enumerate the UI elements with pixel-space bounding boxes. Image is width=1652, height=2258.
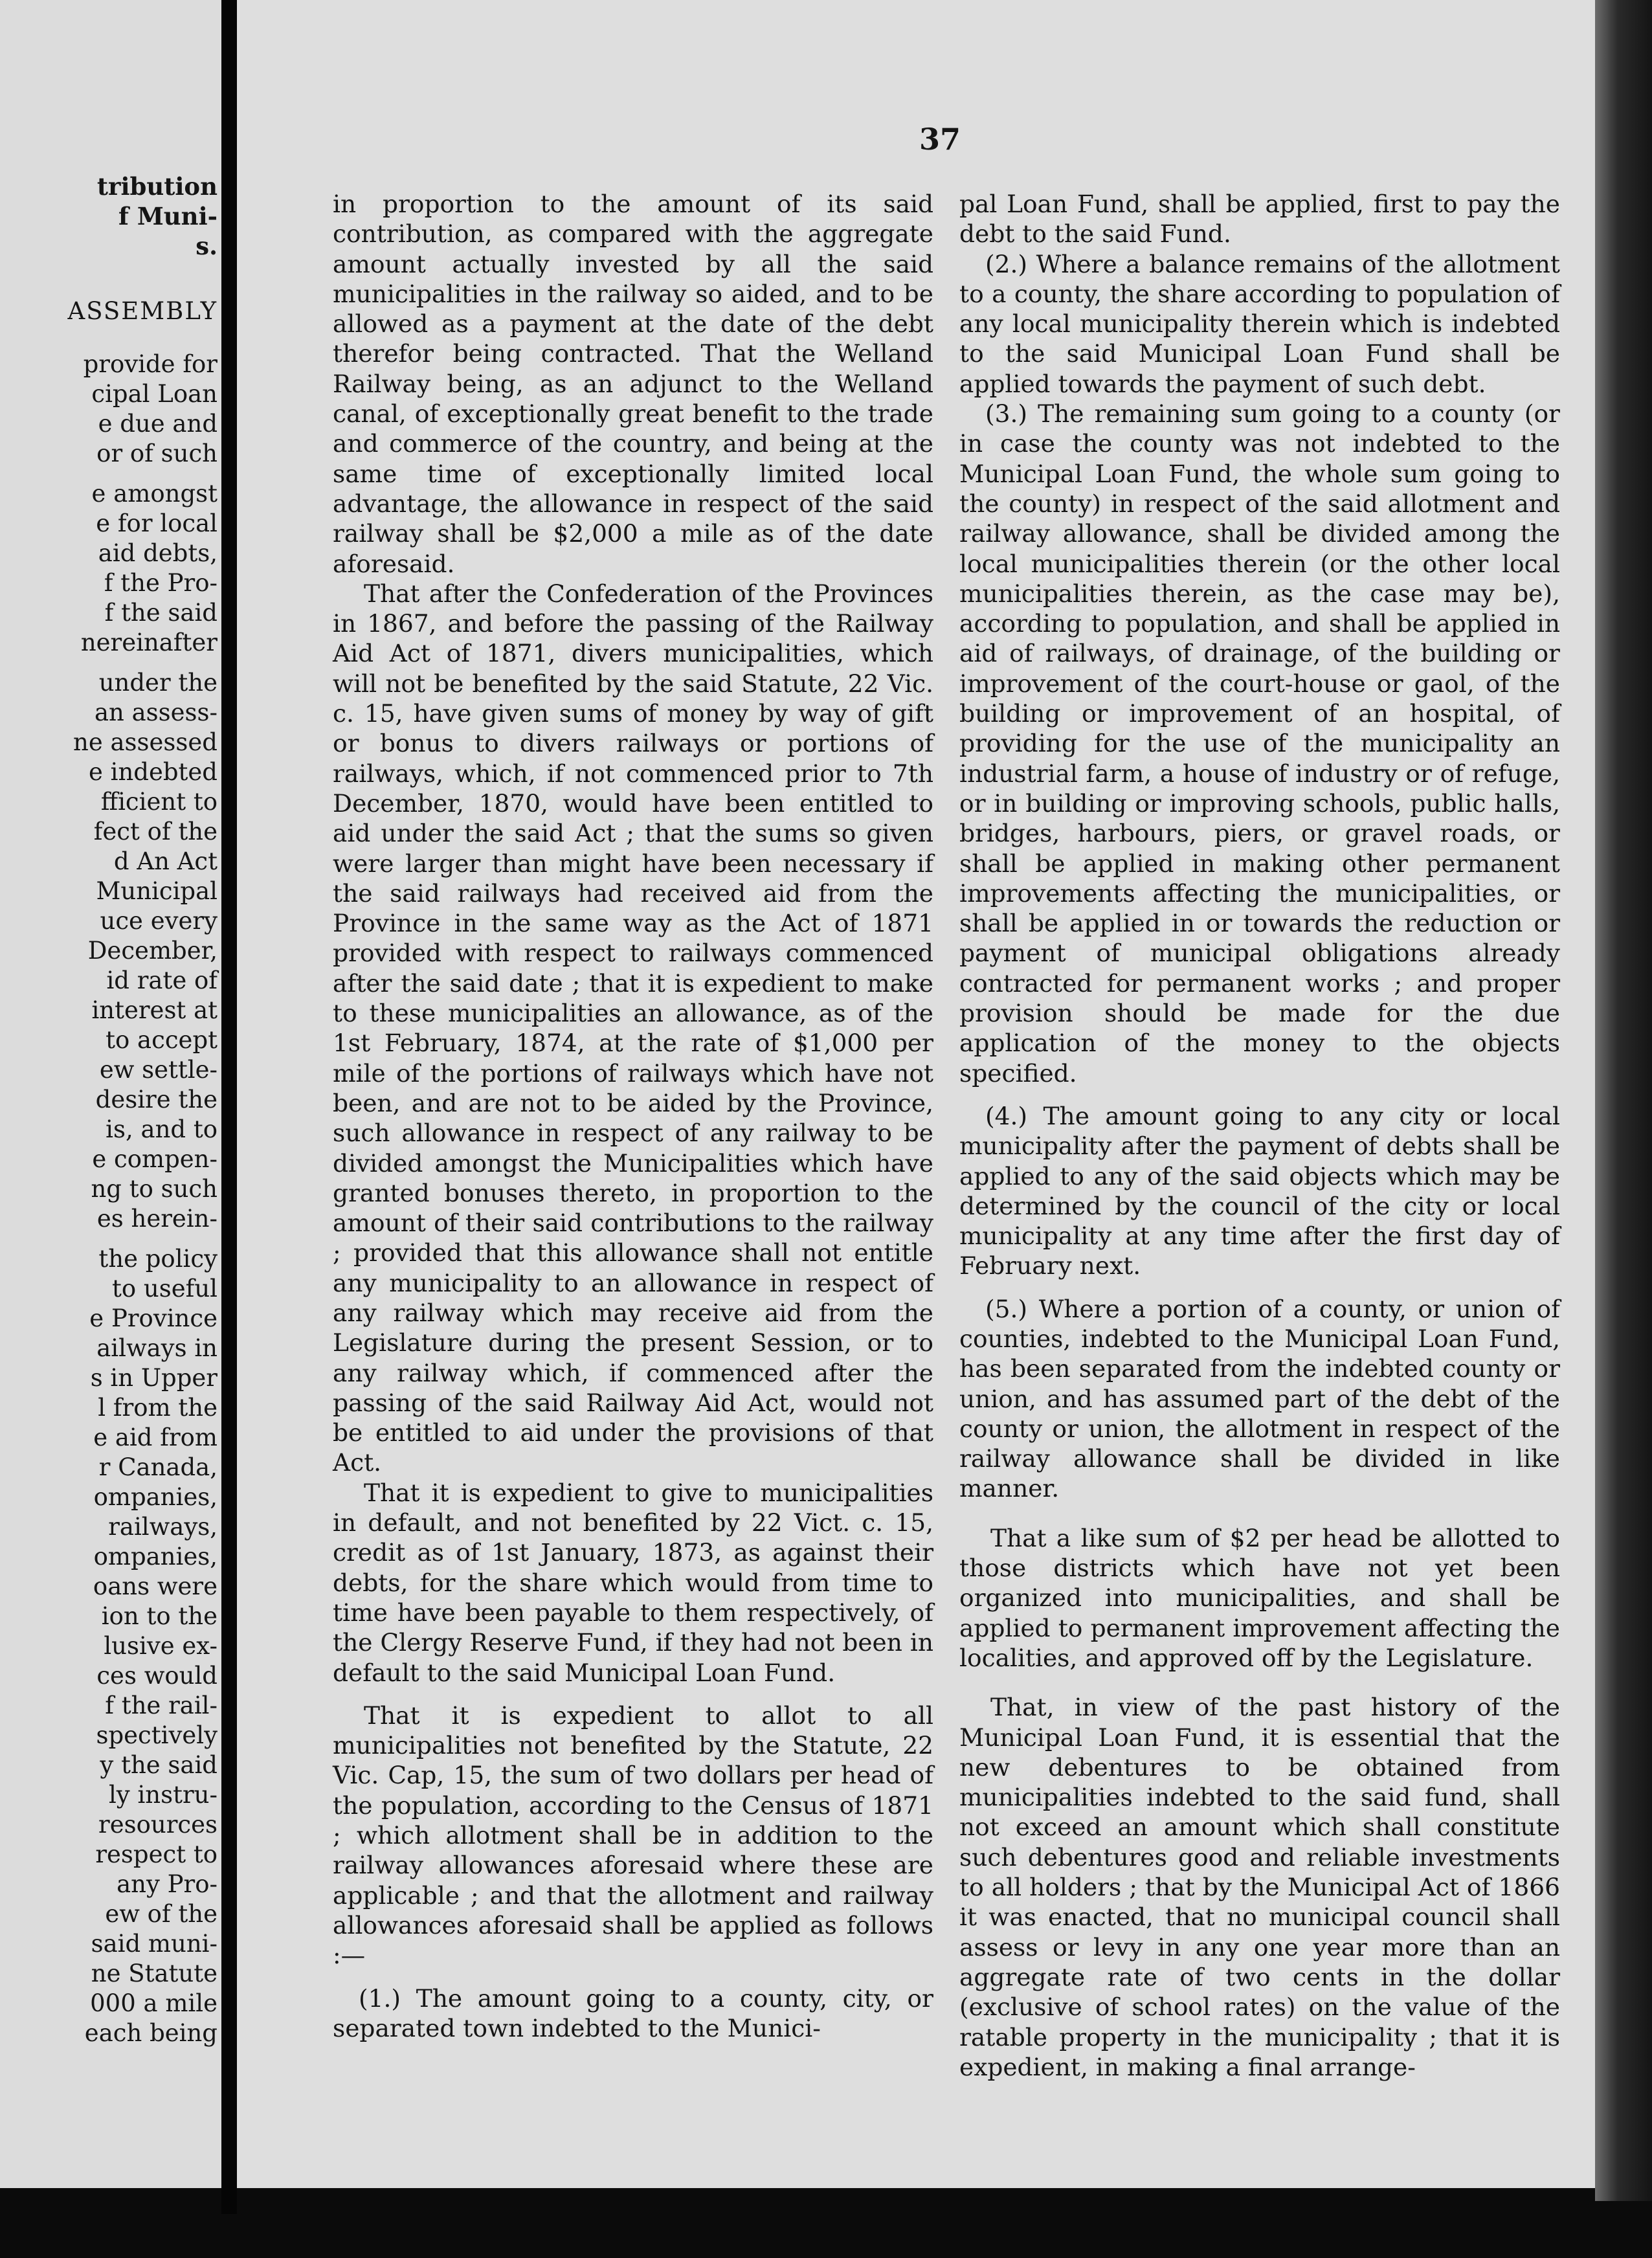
facing-body-line: d An Act (113, 847, 218, 875)
facing-body-line: an assess- (94, 699, 218, 726)
facing-body-line: f the Pro- (104, 569, 218, 597)
facing-body-line: to accept (106, 1026, 218, 1054)
facing-body-line: to useful (112, 1275, 218, 1302)
facing-body-line: fect of the (93, 818, 218, 845)
facing-body-line: e Province (89, 1304, 218, 1332)
facing-body-line: e for local (96, 509, 218, 537)
facing-body-line: the policy (98, 1245, 218, 1273)
text-column-right (959, 189, 1560, 2082)
facing-body-line: said muni- (91, 1930, 218, 1958)
facing-heading-line: tribution (96, 172, 218, 201)
paragraph: That a like sum of $2 per head be allotted to those districts which have not yet been organized into municipalities, and shall be applied to permanent improvement affecting the localities, and approved off by the Legislature. (959, 1523, 1560, 1672)
facing-body-line: ew settle- (99, 1056, 218, 1084)
paragraph: (3.) The remaining sum going to a county (or in case the county was not indebted to the Municipal Loan Fund, the whole sum going to the county) in respect of the said allotment and railway allowance, shall be divided among the local municipalities therein (or the other local municipalities therein, as the case may be), according to population, and shall be applied in aid of railways, of drainage, of the building or improvement of the court-house or gaol, of the building or improvement of an hospital, of providing for the use of the municipality an industrial farm, a house of industry or of refuge, or in building or improving schools, public halls, bridges, harbours, piers, or gravel roads, or shall be applied in making other permanent improvements affecting the municipalities, or shall be applied in or towards the reduction or payment of municipal obligations already contracted for permanent works ; and proper provision should be made for the due application of the money to the objects specified. (959, 399, 1560, 1088)
paragraph: in proportion to the amount of its said contribution, as compared with the aggregate amount actually invested by all the said municipalities in the railway so aided, and to be allowed as a payment at the date of the debt therefor being contracted. That the Welland Railway being, as an adjunct to the Welland canal, of exceptionally great benefit to the trade and commerce of the country, and being at the same time of exceptionally limited local advantage, the allowance in respect of the said railway shall be $2,000 a mile as of the date aforesaid. (333, 190, 933, 578)
facing-body-line: spectively (96, 1721, 218, 1749)
facing-body-line: f the rail- (105, 1692, 218, 1719)
facing-body-line: fficient to (100, 788, 218, 816)
facing-body-line: ompanies, (93, 1543, 218, 1571)
paragraph: That it is expedient to give to municipalities in default, and not benefited by 22 Vict. c. 15, credit as of 1st January, 1873, as against their debts, for the share which would from time to time have been payable to them respectively, of the Clergy Reserve Fund, if they had not been in default to the said Municipal Loan Fund. (333, 1478, 933, 1687)
facing-body-line: l from the (98, 1394, 218, 1422)
facing-body-line: id rate of (106, 967, 218, 994)
text-column-left (333, 189, 933, 2043)
facing-body-line: ne assessed (73, 728, 218, 756)
facing-body-line: s in Upper (90, 1364, 218, 1392)
facing-body-line: or of such (96, 440, 218, 467)
facing-body-line: ailways in (96, 1334, 218, 1362)
paragraph: That, in view of the past history of the Municipal Loan Fund, it is essential that the new debentures to be obtained from municipalities indebted to the said fund, shall not exceed an amount which shall constitute such debentures good and reliable investments to all holders ; that by the Municipal Act of 1866 it was enacted, that no municipal council shall assess or levy in any one year more than an aggregate rate of two cents in the dollar (exclusive of school rates) on the value of the ratable property in the municipality ; that it is expedient, in making a final arrange- (959, 1693, 1560, 2081)
facing-body-line: desire the (95, 1086, 218, 1113)
facing-body-line: y the said (100, 1751, 218, 1779)
facing-body-line: e aid from (93, 1424, 218, 1451)
facing-heading-line: s. (195, 232, 218, 260)
facing-body-line: is, and to (106, 1115, 218, 1143)
paragraph: (5.) Where a portion of a county, or union of counties, indebted to the Municipal Loan Fund, has been separated from the indebted county or union, and has assumed part of the debt of the county or union, the allotment in respect of the railway allowance shall be divided in like manner. (959, 1294, 1560, 1503)
facing-body-line: ompanies, (93, 1483, 218, 1511)
facing-body-line: ew of the (105, 1900, 218, 1928)
paragraph: (4.) The amount going to any city or local municipality after the payment of debts shall be applied to any of the said objects which may be determined by the council of the city or local municipality at any time after the first day of February next. (959, 1101, 1560, 1280)
book-gutter (221, 0, 237, 2214)
facing-body-line: December, (87, 937, 218, 965)
facing-body-line: resources (98, 1811, 218, 1839)
page-edge-shadow (1595, 0, 1652, 2201)
facing-body-line (73, 658, 218, 668)
facing-body-line: oans were (93, 1572, 218, 1600)
facing-body-line: provide for (83, 350, 218, 378)
facing-body-line: uce every (100, 907, 218, 935)
paragraph: (2.) Where a balance remains of the allotment to a county, the share according to population of any local municipality therein which is indebted to the said Municipal Loan Fund shall be applied towards the payment of such debt. (959, 249, 1560, 398)
facing-body-line: aid debts, (98, 539, 218, 567)
facing-page-heading (97, 172, 218, 261)
facing-body-line: each being (84, 2019, 218, 2047)
facing-body-line: railways, (108, 1513, 218, 1541)
facing-body-line: e compen- (92, 1145, 218, 1173)
paragraph: (1.) The amount going to a county, city, or separated town indebted to the Munici- (333, 1984, 933, 2042)
facing-body-line: ion to the (101, 1602, 218, 1630)
facing-body-line: r Canada, (98, 1453, 218, 1481)
facing-body-line: Municipal (96, 877, 218, 905)
facing-body-line: e amongst (91, 480, 218, 508)
facing-page-body (73, 350, 218, 2048)
paragraph: That it is expedient to allot to all municipalities not benefited by the Statute, 22 Vic. Cap, 15, the sum of two dollars per head of the population, according to the Census of 1871 ; which allotment shall be in addition to the railway allowances aforesaid where these are applicable ; and that the allotment and railway allowances aforesaid shall be applied as follows :— (333, 1701, 933, 1970)
facing-body-line: 000 a mile (90, 1989, 218, 2017)
facing-body-line: ly instru- (108, 1781, 218, 1809)
facing-body-line: respect to (95, 1840, 218, 1868)
facing-body-line: ng to such (91, 1175, 218, 1203)
facing-body-line: any Pro- (117, 1870, 218, 1898)
facing-body-line (73, 1234, 218, 1244)
facing-body-line: e indebted (88, 758, 218, 786)
page-number: 37 (919, 122, 961, 157)
facing-page-fragment (0, 0, 221, 2188)
facing-body-line: cipal Loan (91, 380, 218, 408)
facing-body-line: ces would (96, 1662, 218, 1690)
facing-body-line: f the said (104, 599, 218, 627)
facing-heading-line: f Muni- (118, 202, 218, 230)
facing-body-line (73, 469, 218, 479)
facing-body-line: interest at (91, 996, 218, 1024)
facing-body-line: es herein- (96, 1205, 218, 1233)
facing-body-line: e due and (98, 410, 218, 438)
paragraph: pal Loan Fund, shall be applied, first to pay the debt to the said Fund. (959, 190, 1560, 249)
paragraph: That after the Confederation of the Provinces in 1867, and before the passing of the Railway Aid Act of 1871, divers municipalities, which will not be benefited by the said Statute, 22 Vic. c. 15, have given sums of money by way of gift or bonus to divers railways or portions of railways, which, if not commenced prior to 7th December, 1870, would have been entitled to aid under the said Act ; that the sums so given were larger than might have been necessary if the said railways had received aid from the Province in the same way as the Act of 1871 provided with respect to railways commenced after the said date ; that it is expedient to make to these municipalities an allowance, as of the 1st February, 1874, at the rate of $1,000 per mile of the portions of railways which have not been, and are not to be aided by the Province, such allowance in respect of any railway to be divided amongst the Municipalities which have granted bonuses thereto, in proportion to the amount of their said contributions to the railway ; provided that this allowance shall not entitle any municipality to an allowance in respect of any railway which may receive aid from the Legislature during the present Session, or to any railway which, if commenced after the passing of the said Railway Aid Act, would not be entitled to aid under the provisions of that Act. (333, 579, 933, 1477)
facing-body-line: ne Statute (91, 1960, 218, 1987)
facing-body-line: under the (98, 669, 218, 697)
facing-page-subheading: ASSEMBLY (67, 297, 218, 325)
facing-body-line: lusive ex- (104, 1632, 218, 1660)
facing-body-line: nereinafter (80, 629, 218, 656)
